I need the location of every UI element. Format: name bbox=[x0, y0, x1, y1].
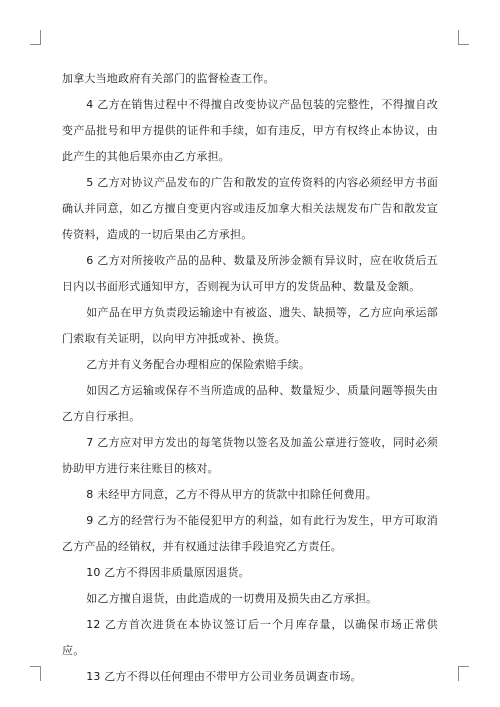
paragraph: 如乙方擅自退货，由此造成的一切费用及损失由乙方承担。 bbox=[86, 592, 378, 605]
crop-mark-bottom-right bbox=[458, 666, 469, 681]
clause-4: 4 乙方在销售过程中不得擅自改变协议产品包装的完整性，不得擅自改变产品批号和甲方提供的证件和手续，如有违反，甲方有权终止本协议，由此产生的其他后果亦由乙方承担。 bbox=[62, 98, 438, 163]
clause-13: 13 乙方不得以任何理由不带甲方公司业务员调查市场。 bbox=[86, 670, 362, 683]
paragraph: 如因乙方运输或保存不当所造成的品种、数量短少、质量问题等损失由乙方自行承担。 bbox=[62, 384, 438, 423]
crop-mark-top-left bbox=[30, 30, 41, 45]
paragraph: 加拿大当地政府有关部门的监督检查工作。 bbox=[62, 72, 275, 85]
clause-10: 10 乙方不得因非质量原因退货。 bbox=[86, 566, 250, 579]
crop-mark-top-right bbox=[458, 30, 469, 45]
clause-5: 5 乙方对协议产品发布的广告和散发的宣传资料的内容必须经甲方书面确认并同意，如乙方擅自变更内容或违反加拿大相关法规发布广告和散发宣传资料，造成的一切后果由乙方承担。 bbox=[62, 176, 438, 241]
clause-12: 12 乙方首次进货在本协议签订后一个月库存量，以确保市场正常供应。 bbox=[62, 618, 438, 657]
clause-7: 7 乙方应对甲方发出的每笔货物以签名及加盖公章进行签收，同时必须协助甲方进行来往账目的核对。 bbox=[62, 436, 438, 475]
clause-9: 9 乙方的经营行为不能侵犯甲方的利益，如有此行为发生，甲方可取消乙方产品的经销权，并有权通过法律手段追究乙方责任。 bbox=[62, 514, 438, 553]
clause-6: 6 乙方对所接收产品的品种、数量及所涉金额有异议时，应在收货后五日内以书面形式通知甲方，否则视为认可甲方的发货品种、数量及金额。 bbox=[62, 254, 438, 293]
document-body bbox=[62, 66, 438, 690]
paragraph: 如产品在甲方负责段运输途中有被盗、遗失、缺损等，乙方应向承运部门索取有关证明，以向甲方冲抵或补、换货。 bbox=[62, 306, 438, 345]
clause-8: 8 未经甲方同意，乙方不得从甲方的货款中扣除任何费用。 bbox=[86, 488, 378, 501]
paragraph: 乙方并有义务配合办理相应的保险索赔手续。 bbox=[86, 358, 311, 371]
crop-mark-bottom-left bbox=[30, 666, 41, 681]
